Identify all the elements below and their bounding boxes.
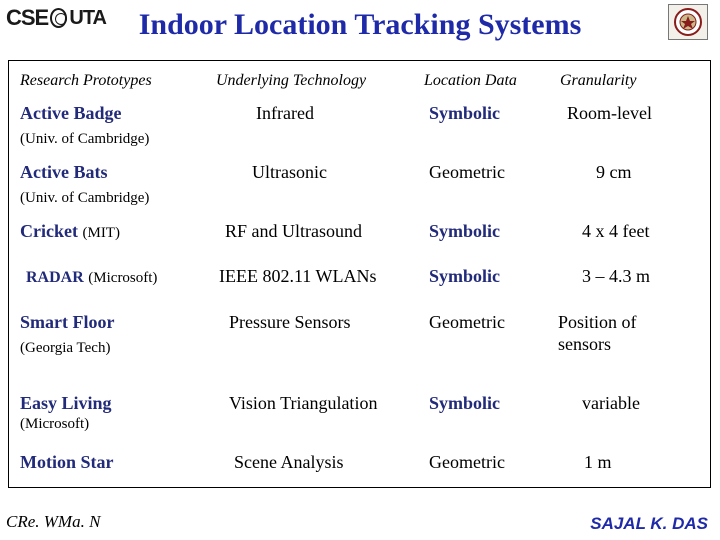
table-row-data: Geometric xyxy=(429,162,505,182)
table-row-granularity: Position of sensors xyxy=(558,312,637,354)
table-row-name-group xyxy=(20,220,120,244)
table-row-granularity: 9 cm xyxy=(596,162,632,182)
table-row-data: Geometric xyxy=(429,312,505,332)
table-row-granularity: Room-level xyxy=(567,103,652,123)
table-row-tech: Infrared xyxy=(256,103,314,123)
table-row-data: Symbolic xyxy=(429,221,501,241)
table-row-name: Active Bats xyxy=(20,162,108,182)
table-row-name: Smart Floor xyxy=(20,312,115,332)
table-row-name: Easy Living xyxy=(20,393,112,413)
table-row-tech: Pressure Sensors xyxy=(229,312,351,332)
table-row-tech: Ultrasonic xyxy=(252,162,327,182)
university-seal-icon xyxy=(668,4,708,40)
table-row-org: (Microsoft) xyxy=(88,270,158,286)
column-header-prototypes: Research Prototypes xyxy=(20,72,152,89)
table-row-data: Geometric xyxy=(429,452,505,472)
table-row-tech: IEEE 802.11 WLANs xyxy=(219,266,377,286)
table-row-org: (Georgia Tech) xyxy=(20,340,111,356)
table-row-data: Symbolic xyxy=(429,393,501,413)
table-row-tech: Vision Triangulation xyxy=(229,393,378,413)
column-header-granularity: Granularity xyxy=(560,72,637,89)
table-row-data: Symbolic xyxy=(429,103,501,123)
table-row-name: Cricket xyxy=(20,221,78,241)
table-row-name: RADAR xyxy=(26,269,84,286)
table-row-name-group xyxy=(26,265,157,289)
table-row-granularity: 1 m xyxy=(584,452,612,472)
table-row-org: (Univ. of Cambridge) xyxy=(20,190,150,206)
page-title: Indoor Location Tracking Systems xyxy=(138,8,582,41)
logo-uta-text: UTA xyxy=(69,6,106,29)
table-row-org: (Univ. of Cambridge) xyxy=(20,131,150,147)
table-row-org: (MIT) xyxy=(82,225,120,241)
footer-credit: CRe. WMa. N xyxy=(6,512,101,531)
table-row-tech: RF and Ultrasound xyxy=(225,221,362,241)
table-row-granularity: 4 x 4 feet xyxy=(582,221,650,241)
table-row-org: (Microsoft) xyxy=(20,416,90,432)
table-row-tech: Scene Analysis xyxy=(234,452,344,472)
table-row-granularity: variable xyxy=(582,393,640,413)
table-row-data: Symbolic xyxy=(429,266,501,286)
table-row-granularity: 3 – 4.3 m xyxy=(582,266,651,286)
footer-author: SAJAL K. DAS xyxy=(590,514,708,533)
logo-cse-text: CSE xyxy=(6,5,49,30)
column-header-technology: Underlying Technology xyxy=(216,72,367,89)
table-row-name: Active Badge xyxy=(20,103,122,123)
column-header-location-data: Location Data xyxy=(424,72,517,89)
table-row-name: Motion Star xyxy=(20,452,114,472)
